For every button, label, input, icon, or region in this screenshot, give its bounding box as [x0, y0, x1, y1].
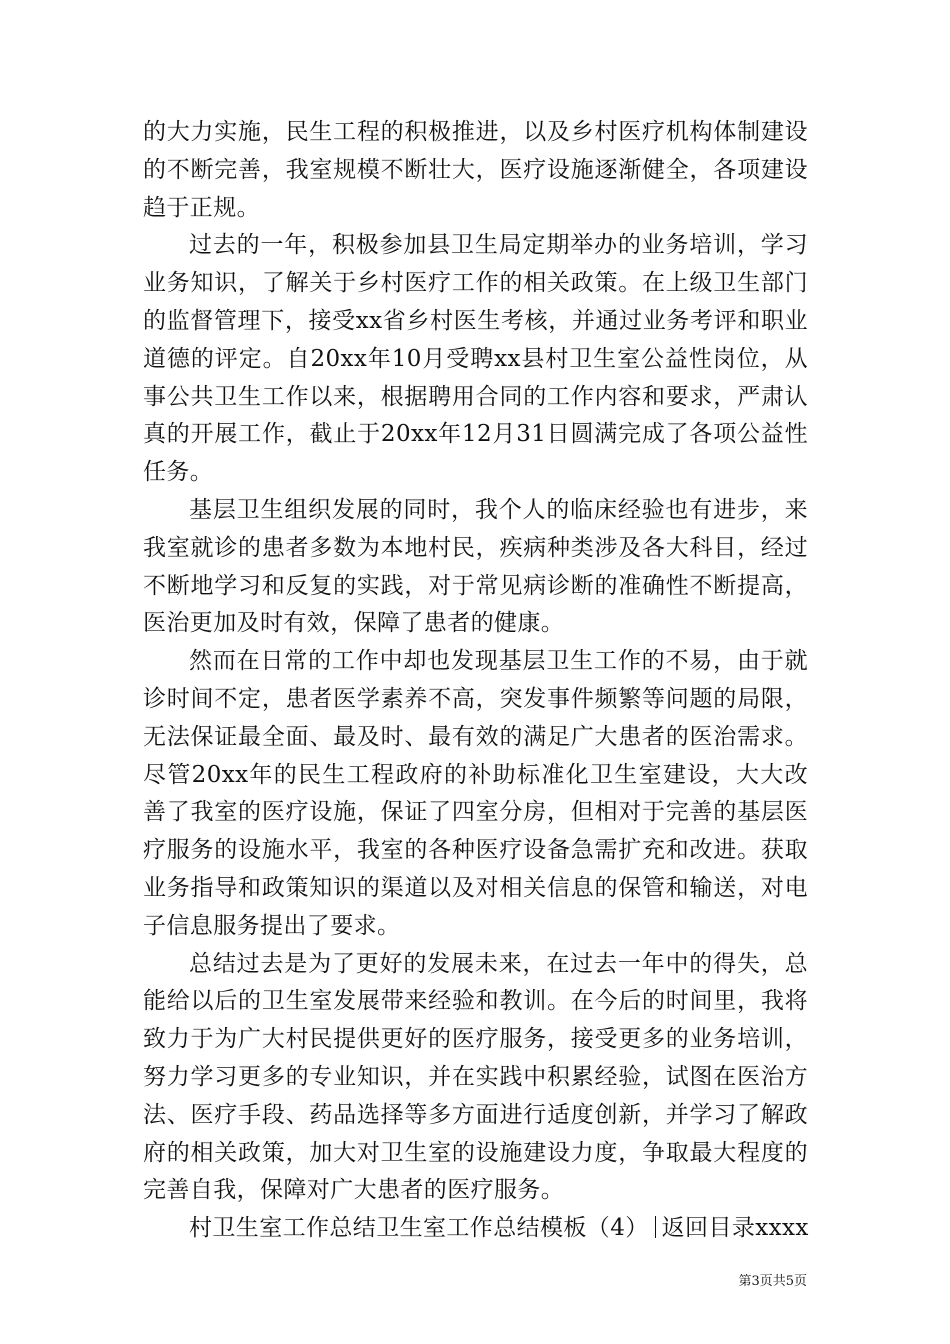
next-section-suffix: xxxx — [755, 1215, 809, 1242]
next-section-line — [143, 1210, 808, 1248]
paragraph-1: 的大力实施，民生工程的积极推进，以及乡村医疗机构体制建设的不断完善，我室规模不断壮大，医疗设施逐渐健全，各项建设趋于正规。 — [143, 119, 808, 221]
page-indicator: 第3页共5页 — [738, 1274, 807, 1289]
paragraph-2: 过去的一年，积极参加县卫生局定期举办的业务培训，学习业务知识，了解关于乡村医疗工作的相关政策。在上级卫生部门的监督管理下，接受xx省乡村医生考核，并通过业务考评和职业道德的评定。自20xx年10月受聘xx县村卫生室公益性岗位，从事公共卫生工作以来，根据聘用合同的工作内容和要求，严肃认真的开展工作，截止于20xx年12月31日圆满完成了各项公益性任务。 — [143, 232, 808, 486]
divider — [655, 1216, 656, 1238]
paragraph-3: 基层卫生组织发展的同时，我个人的临床经验也有进步，来我室就诊的患者多数为本地村民，疾病种类涉及各大科目，经过不断地学习和反复的实践，对于常见病诊断的准确性不断提高，医治更加及时有效，保障了患者的健康。 — [143, 496, 808, 637]
back-to-toc-link[interactable]: 返回目录 — [661, 1215, 756, 1242]
next-section-title: 村卫生室工作总结卫生室工作总结模板（4） — [189, 1215, 649, 1242]
document-body — [143, 114, 808, 1248]
paragraph-4: 然而在日常的工作中却也发现基层卫生工作的不易，由于就诊时间不定，患者医学素养不高，突发事件频繁等问题的局限，无法保证最全面、最及时、最有效的满足广大患者的医治需求。尽管20xx年的民生工程政府的补助标准化卫生室建设，大大改善了我室的医疗设施，保证了四室分房，但相对于完善的基层医疗服务的设施水平，我室的各种医疗设备急需扩充和改进。获取业务指导和政策知识的渠道以及对相关信息的保管和输送，对电子信息服务提出了要求。 — [143, 648, 808, 939]
paragraph-5: 总结过去是为了更好的发展未来，在过去一年中的得失，总能给以后的卫生室发展带来经验和教训。在今后的时间里，我将致力于为广大村民提供更好的医疗服务，接受更多的业务培训，努力学习更多的专业知识，并在实践中积累经验，试图在医治方法、医疗手段、药品选择等多方面进行适度创新，并学习了解政府的相关政策，加大对卫生室的设施建设力度，争取最大程度的完善自我，保障对广大患者的医疗服务。 — [143, 950, 808, 1204]
